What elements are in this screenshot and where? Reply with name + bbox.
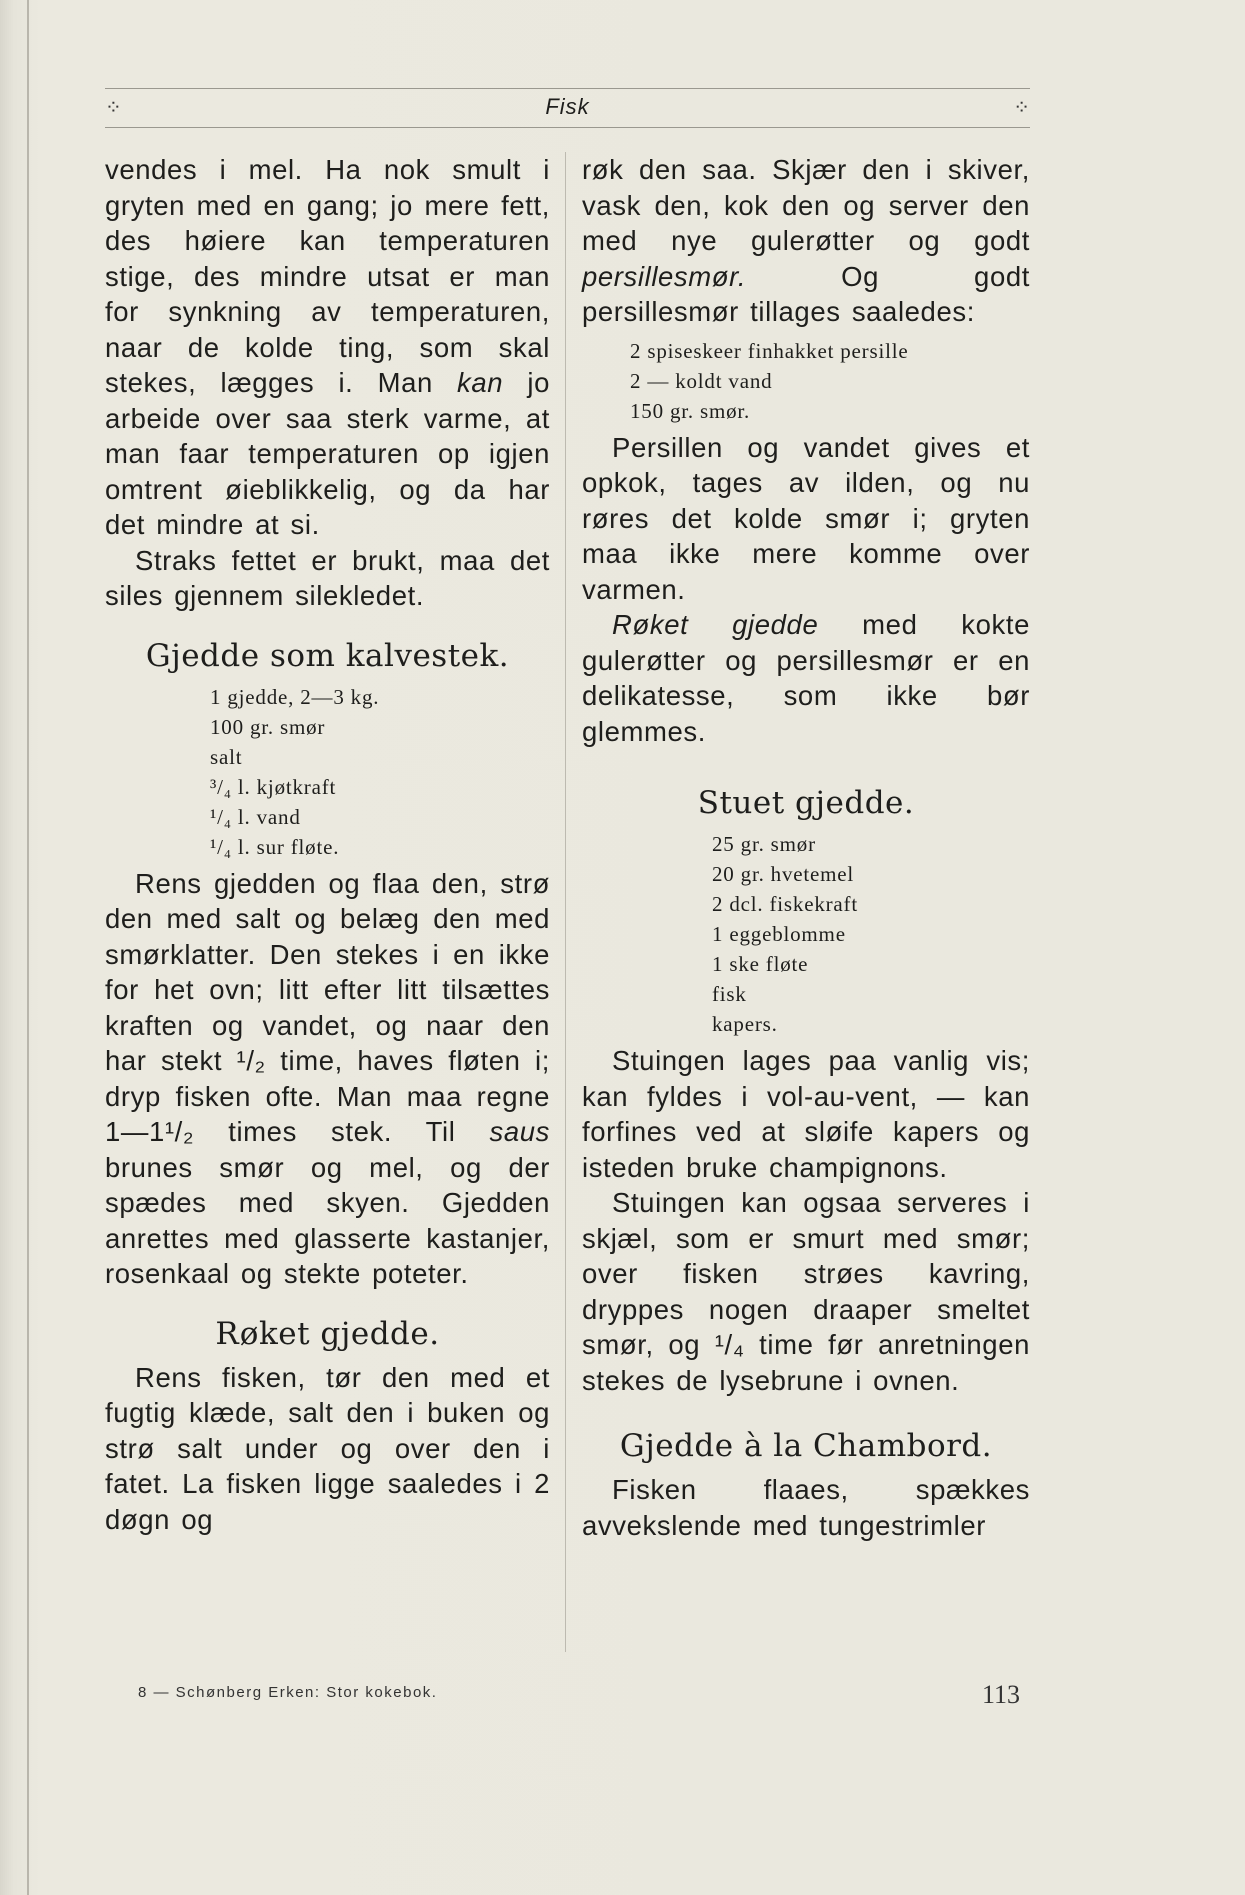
ingredient-item: 2 dcl. fiskekraft: [712, 892, 858, 916]
ingredient-item: fisk: [712, 982, 747, 1006]
ingredient-item: 1 gjedde, 2—3 kg.: [210, 684, 380, 709]
paragraph: Rens gjedden og flaa den, strø den med salt og belæg den med smørklatter. Den stekes i en ikke for het ovn; litt efter litt tilsættes kraften og vandet, og naar den har stekt ¹/₂ time, haves fløten i; dryp fisken ofte. Man maa regne 1—1¹/₂ times stek. Til saus brunes smør og mel, og der spædes med skyen. Gjedden anrettes med glasserte kastanjer, rosenkaal og stekte poteter.: [105, 867, 550, 1289]
ingredient-item: 1 ske fløte: [712, 952, 809, 976]
paragraph: røk den saa. Skjær den i skiver, vask den, kok den og server den med nye gulerøtter og godt persillesmør. Og godt persillesmør tillages saaledes:: [582, 154, 1030, 327]
ingredient-item: kapers.: [712, 1012, 778, 1036]
column-divider: [565, 152, 566, 1652]
ingredient-item: salt: [210, 744, 243, 769]
ingredient-item: 25 gr. smør: [712, 832, 816, 856]
recipe-heading: Stuet gjedde.: [697, 785, 915, 821]
footer-signature: 8 — Schønberg Erken: Stor kokebok.: [138, 1684, 438, 1701]
recipe-heading: Gjedde à la Chambord.: [619, 1428, 993, 1464]
ingredient-item: 2 — koldt vand: [630, 368, 773, 393]
ingredient-item: 20 gr. hvetemel: [712, 862, 855, 886]
ingredient-item: 150 gr. smør.: [630, 398, 751, 423]
ingredient-item: ³/₄ l. kjøtkraft: [210, 774, 337, 799]
running-header: [105, 88, 1030, 128]
ingredient-item: ¹/₄ l. vand: [210, 804, 301, 829]
ingredient-list: [210, 682, 550, 862]
ingredient-list: [712, 829, 1030, 1039]
ornament-left-icon: ⁘: [105, 97, 122, 119]
paragraph: Straks fettet er brukt, maa det siles gjennem silekledet.: [105, 544, 550, 611]
recipe-heading: Gjedde som kalvestek.: [145, 637, 510, 674]
page-number: 113: [982, 1680, 1021, 1709]
paragraph: Rens fisken, tør den med et fugtig klæde, salt den i buken og strø salt under og over den i fatet. La fisken ligge saaledes i 2 døgn og: [105, 1361, 550, 1535]
ingredient-item: 100 gr. smør: [210, 714, 326, 739]
paragraph: Røket gjedde med kokte gulerøtter og persillesmør er en delikatesse, som ikke bør glemmes.: [582, 609, 1031, 747]
recipe-heading: Røket gjedde.: [215, 1315, 440, 1352]
ingredient-list: [630, 336, 1030, 426]
paragraph: vendes i mel. Ha nok smult i gryten med en gang; jo mere fett, des høiere kan temperaturen stige, des mindre utsat er man for synkning av temperaturen, naar de kolde ting, som skal stekes, lægges i. Man kan jo arbeide over saa sterk varme, at man faar temperaturen op igjen omtrent øieblikkelig, og da har det mindre at si.: [105, 154, 550, 540]
paragraph: Stuingen lages paa vanlig vis; kan fyldes i vol-au-vent, — kan forfines ved at sløife kapers og isteden bruke champignons.: [582, 1045, 1030, 1183]
running-header-title: Fisk: [545, 94, 590, 119]
paragraph: Fisken flaaes, spækkes avvekslende med tungestrimler: [582, 1474, 1030, 1541]
ingredient-item: 1 eggeblomme: [712, 922, 846, 946]
left-column: [105, 152, 550, 1537]
paragraph: Stuingen kan ogsaa serveres i skjæl, som er smurt med smør; over fisken strøes kavring, dryppes nogen draaper smeltet smør, og ¹/₄ time før anretningen stekes de lysebrune i ovnen.: [582, 1187, 1030, 1396]
page-gutter: [27, 0, 29, 1895]
paragraph: Persillen og vandet gives et opkok, tages av ilden, og nu røres det kolde smør i; gryten maa ikke mere komme over varmen.: [582, 431, 1030, 605]
ornament-right-icon: ⁘: [1013, 97, 1030, 119]
ingredient-item: 2 spiseskeer finhakket persille: [630, 338, 909, 363]
ingredient-item: ¹/₄ l. sur fløte.: [210, 834, 340, 859]
right-column: [582, 152, 1030, 1543]
